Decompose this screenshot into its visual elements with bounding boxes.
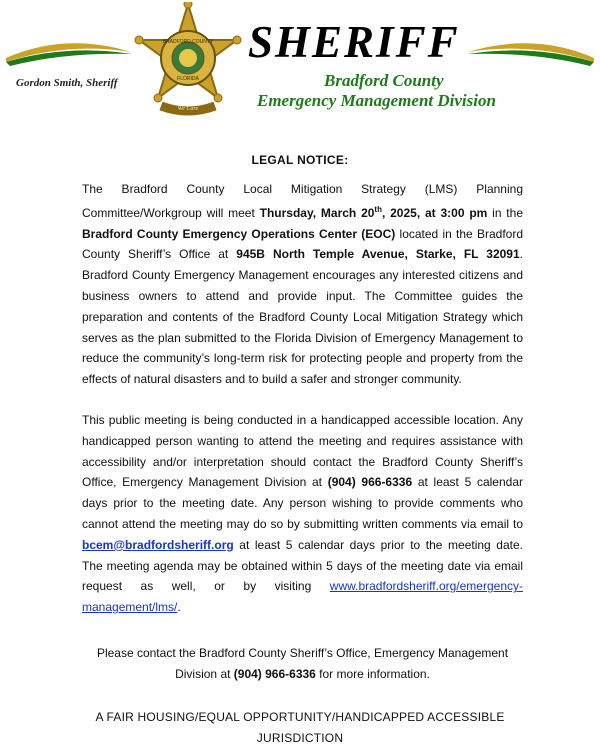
badge-text-state: FLORIDA (177, 76, 199, 82)
badge-text-county: BRADFORD COUNTY (162, 39, 214, 45)
text-run: located in the Bradford County Sheriff’s Office at (82, 226, 524, 262)
text-run: This public meeting is being conducted in a handicapped accessible location. Any handicapped person wanting to attend the meeting and requires assistance with accessibility and/or interpretation should contact the Bradford County Sheriff’s Office, Emergency Management Division at (82, 413, 523, 490)
badge-motto: We Care (177, 106, 199, 112)
division-name: Emergency Management Division (257, 91, 496, 110)
phone-number: (904) 966-6336 (327, 475, 413, 490)
meeting-paragraph (82, 179, 523, 390)
lms-website-link[interactable]: www.bradfordsheriff.org/emergency-management/lms/ (82, 579, 523, 615)
text-run: at least 5 calendar days prior to the meeting date. The meeting agenda may be obtained within 5 days of the meeting date via email request as well, or by visiting (82, 537, 523, 594)
contact-phone: (904) 966-6336 (233, 667, 316, 681)
sheriff-heading: SHERIFF (248, 17, 460, 67)
text-run: in the (487, 205, 523, 220)
meeting-address: 945B North Temple Avenue, Starke, FL 32091 (236, 247, 520, 262)
date-suffix: th (374, 204, 382, 214)
county-name: Bradford County (324, 71, 444, 90)
email-link[interactable]: bcem@bradfordsheriff.org (82, 537, 234, 552)
left-swoosh-decoration (6, 38, 131, 66)
meeting-date: Thursday, March 20th, 2025, at 3:00 pm (259, 204, 488, 220)
text-run: . (177, 600, 181, 615)
fair-housing-footer: A FAIR HOUSING/EQUAL OPPORTUNITY/HANDICAPPED ACCESSIBLE JURISDICTION (95, 710, 505, 745)
right-swoosh-decoration (468, 38, 594, 66)
eoc-name: Bradford County Emergency Operations Center (EOC) (82, 226, 396, 241)
text-run: Please contact the Bradford County Sheriff’s Office, Emergency Management Division at (96, 646, 509, 681)
sheriff-star-badge (127, 2, 249, 120)
text-run: . Bradford County Emergency Management encourages any interested citizens and business owners to attend and provide input. The Committee guides the preparation and contents of the Bradford County Local Mitigation Strategy which serves as the plan submitted to the Florida Division of Emergency Management to reduce the community’s long-term risk for protecting people and property from the effects of natural disasters and to build a safer and stronger community. (82, 247, 523, 387)
accessibility-paragraph (82, 410, 523, 618)
text-run: at least 5 calendar days prior to the meeting date. Any person wishing to provide comments who cannot attend the meeting may do so by submitting written comments via email to (82, 475, 523, 531)
sheriff-name: Gordon Smith, Sheriff (16, 77, 118, 89)
text-run: for more information. (315, 667, 430, 681)
letterhead (0, 0, 600, 130)
notice-title: LEGAL NOTICE: (251, 153, 349, 167)
contact-paragraph (82, 643, 523, 685)
text-run: The Bradford County Local Mitigation Strategy (LMS) Planning Committee/Workgroup will meet (82, 182, 523, 220)
